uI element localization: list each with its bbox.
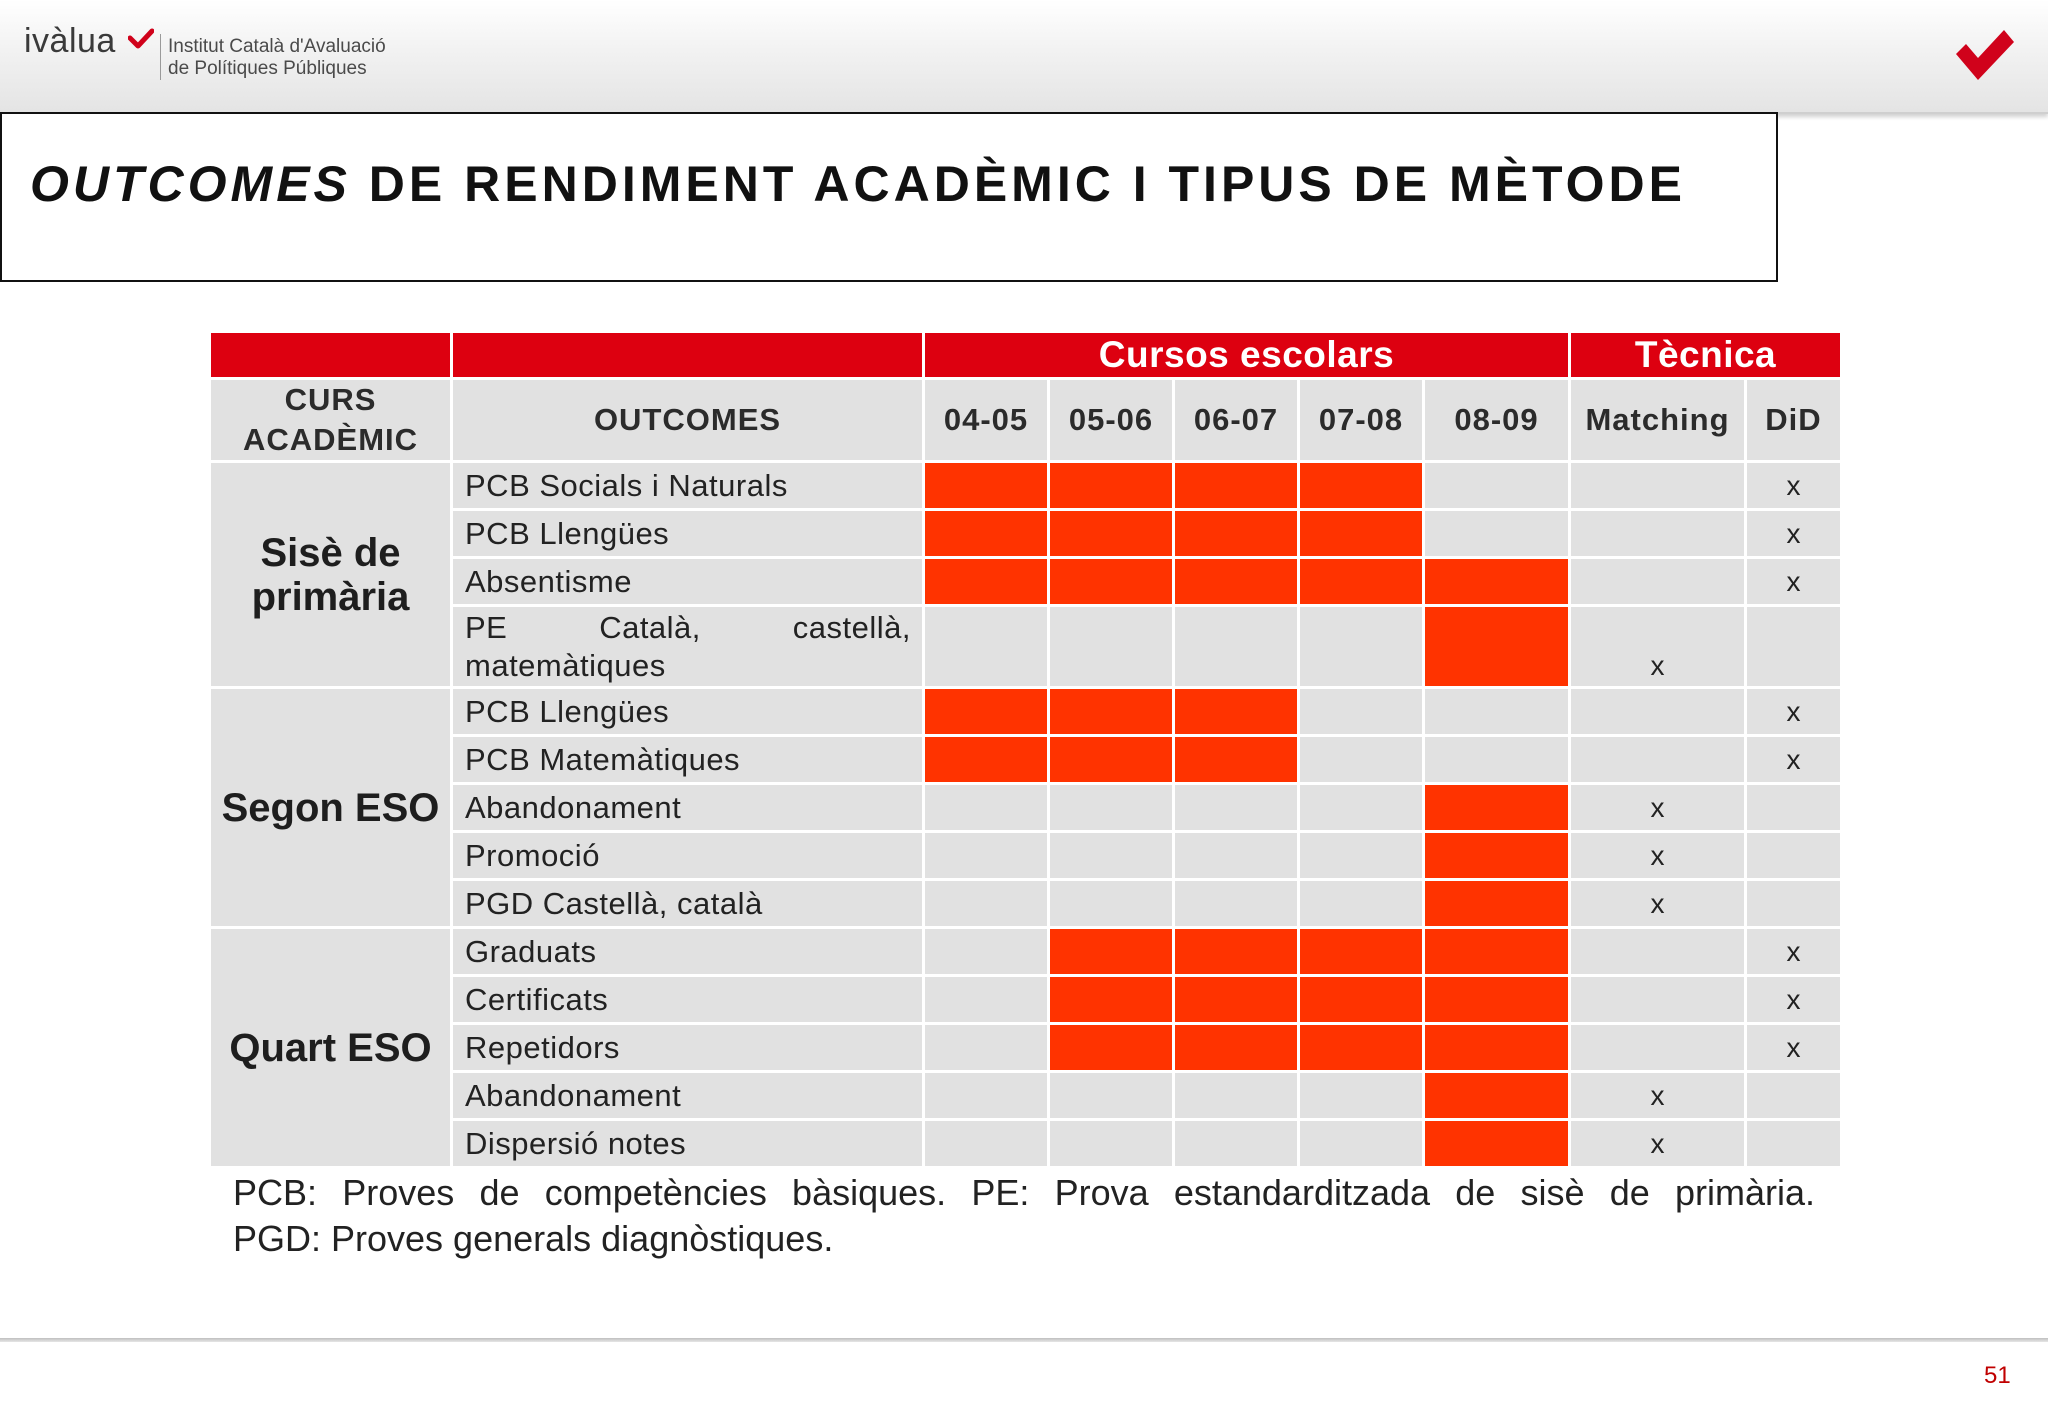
year-cell-empty: [1299, 1120, 1424, 1168]
year-cell-filled: [1424, 976, 1570, 1024]
table-row: [210, 558, 1842, 606]
year-cell-filled: [1424, 880, 1570, 928]
did-mark: [1746, 880, 1842, 928]
did-mark: x: [1746, 510, 1842, 558]
year-cell-empty: [1049, 832, 1174, 880]
year-cell-empty: [924, 832, 1049, 880]
did-mark: x: [1746, 736, 1842, 784]
outcome-word: PE: [465, 609, 508, 645]
did-mark: [1746, 606, 1842, 688]
year-cell-filled: [1049, 976, 1174, 1024]
year-cell-filled: [1424, 928, 1570, 976]
matching-mark: [1570, 688, 1746, 736]
year-cell-filled: [1174, 736, 1299, 784]
year-cell-filled: [1174, 928, 1299, 976]
title-italic: OUTCOMES: [30, 156, 351, 212]
page-number: 51: [1984, 1362, 2011, 1389]
table-row: [210, 928, 1842, 976]
year-cell-empty: [924, 976, 1049, 1024]
year-cell-filled: [1299, 510, 1424, 558]
year-cell-empty: [1424, 736, 1570, 784]
table-row: [210, 688, 1842, 736]
year-cell-filled: [1299, 558, 1424, 606]
year-cell-filled: [1424, 784, 1570, 832]
matching-mark: x: [1570, 606, 1746, 688]
year-cell-empty: [1174, 1120, 1299, 1168]
group-label: Quart ESO: [210, 928, 452, 1168]
year-header: 04-05: [924, 379, 1049, 462]
year-cell-filled: [924, 510, 1049, 558]
did-mark: x: [1746, 462, 1842, 510]
year-cell-empty: [1174, 784, 1299, 832]
page-title: [2, 114, 1776, 218]
did-mark: x: [1746, 928, 1842, 976]
year-cell-empty: [1049, 784, 1174, 832]
outcome-cell: Absentisme: [452, 558, 924, 606]
year-cell-filled: [1424, 832, 1570, 880]
outcome-word: Català,: [599, 609, 701, 645]
year-cell-empty: [1174, 832, 1299, 880]
table-top-header-row: [210, 332, 1842, 379]
matching-mark: [1570, 736, 1746, 784]
table-row: [210, 880, 1842, 928]
did-mark: [1746, 832, 1842, 880]
matching-mark: x: [1570, 784, 1746, 832]
outcomes-header: OUTCOMES: [452, 379, 924, 462]
matching-mark: x: [1570, 1072, 1746, 1120]
matching-mark: [1570, 928, 1746, 976]
year-cell-filled: [1049, 688, 1174, 736]
title-box: [0, 112, 1778, 282]
year-cell-empty: [924, 606, 1049, 688]
year-cell-empty: [924, 1120, 1049, 1168]
year-cell-empty: [1174, 606, 1299, 688]
year-cell-empty: [1049, 1072, 1174, 1120]
year-header: 06-07: [1174, 379, 1299, 462]
footnote: [233, 1170, 1815, 1262]
outcomes-table: [208, 330, 1843, 1169]
year-cell-filled: [1174, 510, 1299, 558]
top-header-blank: [210, 332, 452, 379]
did-header: DiD: [1746, 379, 1842, 462]
year-cell-empty: [1049, 1120, 1174, 1168]
year-cell-filled: [1049, 462, 1174, 510]
checkmark-icon: [1952, 28, 2016, 84]
matching-mark: x: [1570, 832, 1746, 880]
year-cell-empty: [1299, 736, 1424, 784]
institute-name: [168, 36, 386, 80]
year-cell-filled: [1174, 976, 1299, 1024]
logo-check-icon: [128, 28, 154, 50]
year-cell-empty: [924, 784, 1049, 832]
matching-mark: [1570, 462, 1746, 510]
year-cell-filled: [924, 688, 1049, 736]
year-header: 07-08: [1299, 379, 1424, 462]
outcome-cell: Abandonament: [452, 784, 924, 832]
year-cell-empty: [924, 880, 1049, 928]
year-cell-filled: [1299, 976, 1424, 1024]
outcome-cell: Certificats: [452, 976, 924, 1024]
matching-mark: x: [1570, 880, 1746, 928]
tecnica-header: Tècnica: [1570, 332, 1842, 379]
year-cell-empty: [1424, 462, 1570, 510]
footnote-line-2: PGD: Proves generals diagnòstiques.: [233, 1218, 834, 1259]
year-cell-filled: [924, 736, 1049, 784]
top-header-blank: [452, 332, 924, 379]
did-mark: [1746, 1120, 1842, 1168]
institute-line-1: Institut Català d'Avaluació: [168, 36, 386, 57]
outcome-word: matemàtiques: [465, 647, 666, 683]
year-cell-empty: [1174, 880, 1299, 928]
year-cell-filled: [1424, 606, 1570, 688]
matching-mark: [1570, 510, 1746, 558]
table-row: [210, 462, 1842, 510]
outcome-cell: Graduats: [452, 928, 924, 976]
group-label: Sisè de primària: [210, 462, 452, 688]
table-row: [210, 1072, 1842, 1120]
matching-mark: [1570, 558, 1746, 606]
did-mark: x: [1746, 558, 1842, 606]
outcome-cell: Dispersió notes: [452, 1120, 924, 1168]
year-cell-empty: [1299, 784, 1424, 832]
did-mark: x: [1746, 976, 1842, 1024]
year-cell-filled: [1299, 928, 1424, 976]
outcome-cell: PGD Castellà, català: [452, 880, 924, 928]
year-cell-empty: [1424, 688, 1570, 736]
year-cell-empty: [1424, 510, 1570, 558]
outcome-cell: PCB Llengües: [452, 688, 924, 736]
year-cell-filled: [1049, 510, 1174, 558]
table-row: [210, 976, 1842, 1024]
matching-mark: x: [1570, 1120, 1746, 1168]
outcome-cell: PCB Llengües: [452, 510, 924, 558]
matching-mark: [1570, 976, 1746, 1024]
did-mark: x: [1746, 1024, 1842, 1072]
table-row: [210, 784, 1842, 832]
outcome-cell: Repetidors: [452, 1024, 924, 1072]
did-mark: [1746, 784, 1842, 832]
outcome-cell: Promoció: [452, 832, 924, 880]
group-label: Segon ESO: [210, 688, 452, 928]
year-cell-filled: [1424, 1120, 1570, 1168]
year-cell-filled: [924, 558, 1049, 606]
year-cell-empty: [924, 928, 1049, 976]
outcome-cell: [452, 606, 924, 688]
year-cell-empty: [1049, 880, 1174, 928]
bottom-divider: [0, 1338, 2048, 1342]
footnote-line-1: PCB: Proves de competències bàsiques. PE: Prova estandarditzada de sisè de primària.: [233, 1172, 1815, 1213]
year-cell-empty: [1299, 606, 1424, 688]
title-rest: DE RENDIMENT ACADÈMIC I TIPUS DE MÈTODE: [350, 156, 1686, 212]
year-cell-filled: [1049, 736, 1174, 784]
year-cell-filled: [1049, 928, 1174, 976]
outcome-word: castellà,: [792, 609, 911, 645]
table-row: [210, 832, 1842, 880]
institute-line-2: de Polítiques Públiques: [168, 58, 367, 79]
outcome-cell: PCB Matemàtiques: [452, 736, 924, 784]
table-row: [210, 736, 1842, 784]
year-cell-empty: [1174, 1072, 1299, 1120]
header-bar: [0, 0, 2048, 114]
year-cell-filled: [1299, 462, 1424, 510]
logo-separator: [160, 34, 161, 80]
table-row: [210, 1024, 1842, 1072]
matching-header: Matching: [1570, 379, 1746, 462]
year-cell-filled: [1049, 558, 1174, 606]
outcome-cell: Abandonament: [452, 1072, 924, 1120]
table-column-header-row: [210, 379, 1842, 462]
table-row: [210, 510, 1842, 558]
year-header: 08-09: [1424, 379, 1570, 462]
year-cell-filled: [924, 462, 1049, 510]
table-row: [210, 1120, 1842, 1168]
year-cell-filled: [1424, 1072, 1570, 1120]
year-cell-empty: [1049, 606, 1174, 688]
year-cell-empty: [1299, 832, 1424, 880]
year-cell-filled: [1299, 1024, 1424, 1072]
year-cell-empty: [1299, 1072, 1424, 1120]
year-cell-filled: [1174, 462, 1299, 510]
year-cell-empty: [1299, 688, 1424, 736]
curs-academic-header: CURS ACADÈMIC: [210, 379, 452, 462]
year-cell-empty: [924, 1024, 1049, 1072]
year-header: 05-06: [1049, 379, 1174, 462]
year-cell-filled: [1174, 688, 1299, 736]
cursos-escolars-header: Cursos escolars: [924, 332, 1570, 379]
outcome-cell: PCB Socials i Naturals: [452, 462, 924, 510]
year-cell-filled: [1174, 558, 1299, 606]
year-cell-filled: [1424, 1024, 1570, 1072]
ivalua-logo-text: ivàlua: [24, 22, 116, 60]
year-cell-filled: [1049, 1024, 1174, 1072]
year-cell-filled: [1424, 558, 1570, 606]
year-cell-filled: [1174, 1024, 1299, 1072]
year-cell-empty: [1299, 880, 1424, 928]
matching-mark: [1570, 1024, 1746, 1072]
did-mark: [1746, 1072, 1842, 1120]
year-cell-empty: [924, 1072, 1049, 1120]
did-mark: x: [1746, 688, 1842, 736]
table-row: [210, 606, 1842, 688]
